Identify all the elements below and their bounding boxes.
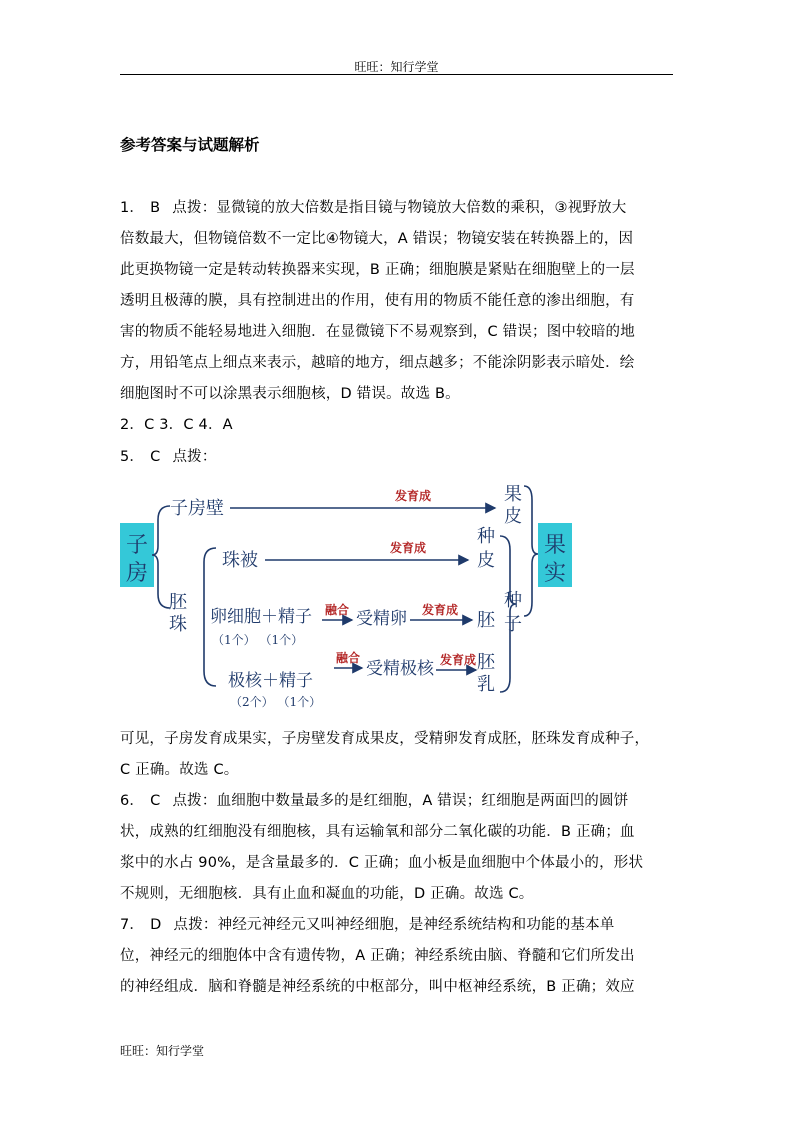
q6-number: 6． — [120, 793, 145, 809]
q6-line-4: 不规则，无细胞核．具有止血和凝血的功能，D 正确。故选 C。 — [120, 886, 534, 902]
q7-number: 7． — [120, 917, 145, 933]
fruit-brace — [524, 486, 538, 616]
ovary-brace — [152, 506, 170, 608]
seed-coat-char-1: 种 — [477, 526, 495, 547]
fruit-char-2: 实 — [543, 561, 567, 586]
q1-line-1 — [120, 196, 673, 217]
ovule-char-2: 珠 — [169, 614, 187, 635]
page-header: 旺旺：知行学堂 — [354, 60, 439, 74]
integument-label: 珠被 — [222, 550, 258, 571]
q7-line-3: 的神经组成．脑和脊髓是神经系统的中枢部分，叫中枢神经系统，B 正确；效应 — [120, 979, 635, 995]
q6-line-2: 状，成熟的红细胞没有细胞核，具有运输氧和部分二氧化碳的功能．B 正确；血 — [120, 824, 635, 840]
q6-text: 点拨：血细胞中数量最多的是红细胞，A 错误；红细胞是两面凹的圆饼 — [172, 793, 629, 809]
seed-coat-char-2: 皮 — [477, 550, 495, 571]
arrow-label-develops-2: 发育成 — [390, 541, 427, 555]
q7-line-1 — [120, 913, 673, 934]
embryo-label: 胚 — [477, 610, 495, 631]
q7-answer: D — [150, 917, 162, 933]
arrow-label-fuse-1: 融合 — [325, 603, 350, 617]
polar-sperm-count: （2个） （1个） — [230, 695, 322, 709]
ovary-wall-label: 子房壁 — [170, 498, 224, 519]
q1-number: 1． — [120, 200, 145, 216]
q2-4-answers: 2．C 3．C 4．A — [120, 417, 233, 433]
ovule-char-1: 胚 — [169, 592, 187, 613]
fertilized-polar-label: 受精极核 — [366, 659, 434, 679]
q6-line-3: 浆中的水占 90%，是含量最多的．C 正确；血小板是血细胞中个体最小的，形状 — [120, 855, 644, 871]
ovary-char-2: 房 — [125, 561, 149, 586]
q5-line — [120, 445, 673, 466]
arrow-label-fuse-2: 融合 — [336, 651, 361, 665]
pericarp-char-1: 果 — [504, 484, 522, 505]
q6-line-1 — [120, 789, 673, 810]
arrow-label-develops-4: 发育成 — [440, 653, 477, 667]
q1-line-4: 透明且极薄的膜，具有控制进出的作用，使有用的物质不能任意的渗出细胞，有 — [120, 293, 635, 309]
q7-text: 点拨：神经元神经元又叫神经细胞，是神经系统结构和功能的基本单 — [173, 917, 615, 933]
q5-number: 5． — [120, 449, 145, 465]
egg-sperm-label: 卵细胞＋精子 — [210, 607, 312, 627]
q7-line-2: 位，神经元的细胞体中含有遗传物，A 正确；神经系统由脑、脊髓和它们所发出 — [120, 948, 635, 964]
endosperm-char-2: 乳 — [477, 674, 495, 695]
q6-answer: C — [150, 793, 161, 809]
header-rule — [120, 74, 673, 75]
q1-answer: B — [150, 200, 161, 216]
q1-line-3: 此更换物镜一定是转动转换器来实现，B 正确；细胞膜是紧贴在细胞壁上的一层 — [120, 262, 635, 278]
pericarp-char-2: 皮 — [504, 506, 522, 527]
q5-tip: 点拨： — [172, 449, 217, 465]
q1-line-7: 细胞图时不可以涂黑表示细胞核，D 错误。故选 B。 — [120, 386, 460, 402]
zygote-label: 受精卵 — [356, 609, 407, 629]
q1-line-5: 害的物质不能轻易地进入细胞．在显微镜下不易观察到，C 错误；图中较暗的地 — [120, 324, 635, 340]
section-title: 参考答案与试题解析 — [120, 136, 260, 154]
polar-sperm-label: 极核＋精子 — [228, 671, 313, 691]
q5-conclusion-1: 可见，子房发育成果实，子房壁发育成果皮，受精卵发育成胚，胚珠发育成种子， — [120, 731, 650, 747]
endosperm-char-1: 胚 — [477, 652, 495, 673]
q1-text: 点拨：显微镜的放大倍数是指目镜与物镜放大倍数的乘积，③视野放大 — [172, 200, 627, 216]
egg-sperm-count: （1个） （1个） — [212, 633, 304, 647]
q5-answer: C — [150, 449, 161, 465]
seed-char-1: 种 — [504, 590, 522, 611]
ovary-char-1: 子 — [125, 533, 149, 558]
fruit-char-1: 果 — [543, 533, 567, 558]
q1-line-2: 倍数最大，但物镜倍数不一定比④物镜大，A 错误；物镜安装在转换器上的，因 — [120, 231, 634, 247]
seed-char-2: 子 — [504, 614, 522, 635]
ovary-development-diagram — [120, 476, 572, 716]
arrow-label-develops-1: 发育成 — [395, 489, 432, 503]
q5-conclusion-2: C 正确。故选 C。 — [120, 762, 239, 778]
q1-line-6: 方，用铅笔点上细点来表示，越暗的地方，细点越多；不能涂阴影表示暗处．绘 — [120, 355, 635, 371]
page-footer: 旺旺：知行学堂 — [120, 1044, 205, 1058]
arrow-label-develops-3: 发育成 — [422, 603, 459, 617]
